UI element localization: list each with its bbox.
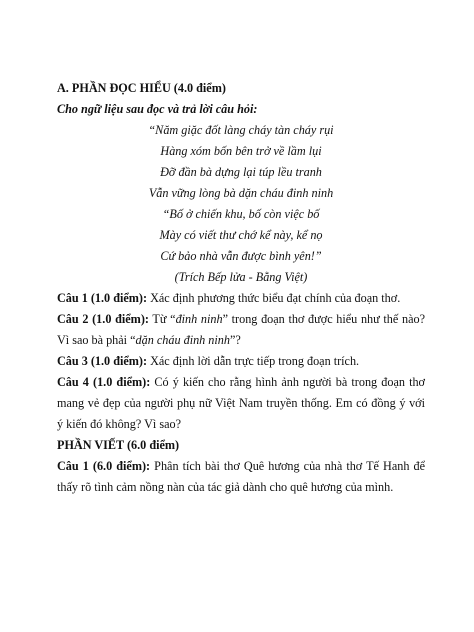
question-a4 [57,372,425,435]
poem-line: Hàng xóm bốn bên trở về lầm lụi [160,144,322,158]
question-text: Phân tích bài thơ Quê hương của nhà thơ Tế Hanh để thấy rõ tình cảm nồng nàn của tác giả dành cho quê hương của mình. [57,459,425,494]
reading-instruction: Cho ngữ liệu sau đọc và trả lời câu hỏi: [57,102,258,116]
question-label: Câu 3 (1.0 điểm): [57,354,148,368]
poem-line: Cứ bảo nhà vẫn được bình yên!” [160,249,322,263]
question-text: ” trong đoạn thơ được hiểu như thế nào? Vì sao bà phải “ [57,312,425,347]
quoted-term: đinh ninh [175,312,223,326]
question-a3 [57,351,425,372]
poem-line: Vẫn vững lòng bà dặn cháu đinh ninh [148,186,334,200]
question-label: Câu 2 (1.0 điểm): [57,312,149,326]
poem-source: (Trích Bếp lửa - Bằng Việt) [174,270,308,284]
document-content [57,78,425,498]
question-text: ”? [229,333,241,347]
question-label: Câu 1 (6.0 điểm): [57,459,151,473]
question-label: Câu 1 (1.0 điểm): [57,291,148,305]
poem-line: Mày có viết thư chớ kể này, kể nọ [159,228,323,242]
question-text: Xác định lời dẫn trực tiếp trong đoạn trích. [147,354,360,368]
question-text: Có ý kiến cho rằng hình ảnh người bà trong đoạn thơ mang vẻ đẹp của người phụ nữ Việt Nam truyền thống. Em có đồng ý với ý kiến đó không? Vì sao? [57,375,425,431]
question-text: Xác định phương thức biểu đạt chính của đoạn thơ. [147,291,401,305]
question-a1 [57,288,425,309]
poem-line: “Bố ở chiến khu, bố còn việc bố [162,207,320,221]
section-a-heading: A. PHẦN ĐỌC HIỂU (4.0 điểm) [57,81,226,95]
poem-excerpt [57,120,425,288]
question-a2 [57,309,425,351]
question-text: Từ “ [148,312,176,326]
quoted-phrase: dặn cháu đinh ninh [135,333,230,347]
poem-line: “Năm giặc đốt làng cháy tàn cháy rụi [148,123,334,137]
section-b-heading: PHẦN VIẾT (6.0 điểm) [57,438,180,452]
poem-line: Đỡ đần bà dựng lại túp lều tranh [160,165,322,179]
question-b1 [57,456,425,498]
question-label: Câu 4 (1.0 điểm): [57,375,151,389]
